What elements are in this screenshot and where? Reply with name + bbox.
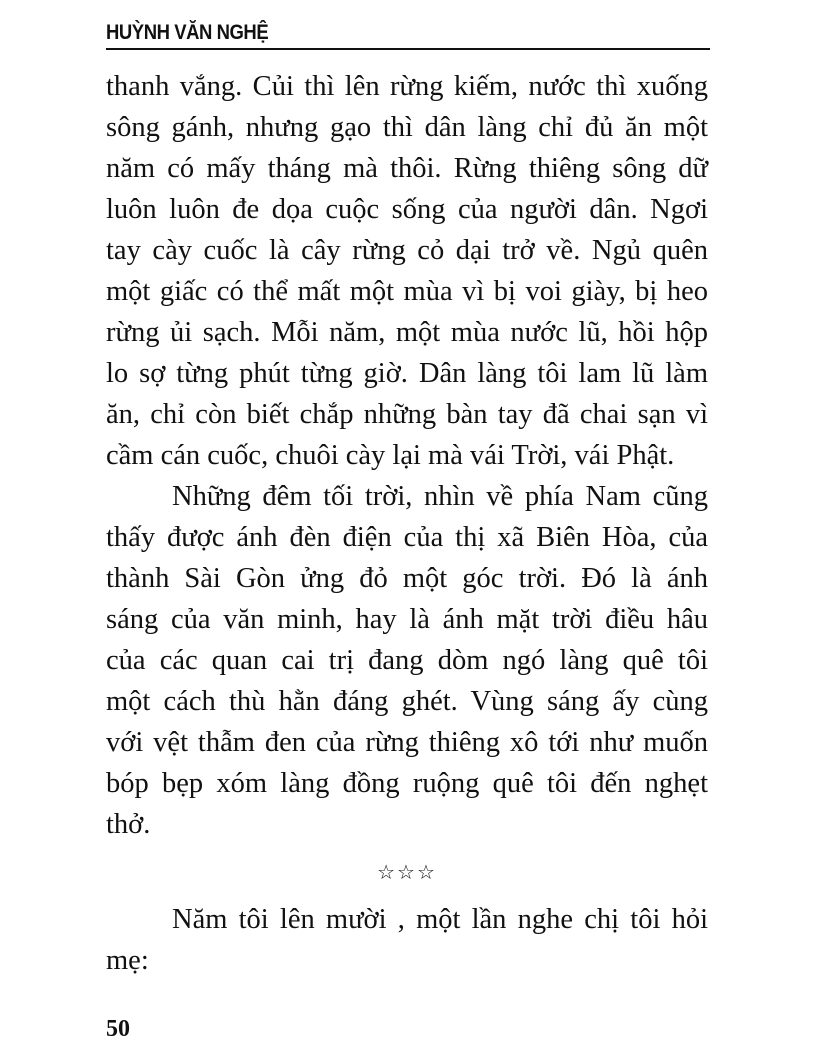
text-line: với vệt thẫm đen của rừng thiêng xô tới như muốn [106,727,708,758]
running-header [106,18,710,50]
text-line: thở. [106,809,151,840]
page-number: 50 [106,1016,130,1042]
text-line: lo sợ từng phút từng giờ. Dân làng tôi lam lũ làm [106,358,708,389]
text-line: Năm tôi lên mười , một lần nghe chị tôi hỏi [172,904,708,935]
text-line: thanh vắng. Củi thì lên rừng kiếm, nước thì xuống [106,71,708,102]
text-line: ăn, chỉ còn biết chắp những bàn tay đã chai sạn vì [106,399,708,430]
text-line: mẹ: [106,945,149,976]
text-line: cầm cán cuốc, chuôi cày lại mà vái Trời, vái Phật. [106,440,675,471]
paragraph-2 [106,476,708,845]
paragraph-3 [106,899,708,981]
text-line: tay cày cuốc là cây rừng cỏ dại trở về. Ngủ quên [106,235,708,266]
page-body [106,66,708,981]
text-line: một giấc có thể mất một mùa vì bị voi giày, bị heo [106,276,708,307]
text-line: rừng ủi sạch. Mỗi năm, một mùa nước lũ, hồi hộp [106,317,708,348]
text-line: Những đêm tối trời, nhìn về phía Nam cũng [172,481,708,512]
text-line: thấy được ánh đèn điện của thị xã Biên Hòa, của [106,522,708,553]
text-line: luôn luôn đe dọa cuộc sống của người dân. Ngơi [106,194,708,225]
text-line: sáng của văn minh, hay là ánh mặt trời điều hâu [106,604,708,635]
section-separator-stars: ☆☆☆ [377,860,437,884]
text-line: năm có mấy tháng mà thôi. Rừng thiêng sông dữ [106,153,708,184]
header-author-name: HUỲNH VĂN NGHỆ [106,21,269,44]
paragraph-1 [106,66,708,476]
text-line: sông gánh, nhưng gạo thì dân làng chỉ đủ ăn một [106,112,708,143]
text-line: thành Sài Gòn ửng đỏ một góc trời. Đó là ánh [106,563,708,594]
text-line: của các quan cai trị đang dòm ngó làng quê tôi [106,645,708,676]
text-line: bóp bẹp xóm làng đồng ruộng quê tôi đến nghẹt [106,768,708,799]
text-line: một cách thù hằn đáng ghét. Vùng sáng ấy cùng [106,686,708,717]
